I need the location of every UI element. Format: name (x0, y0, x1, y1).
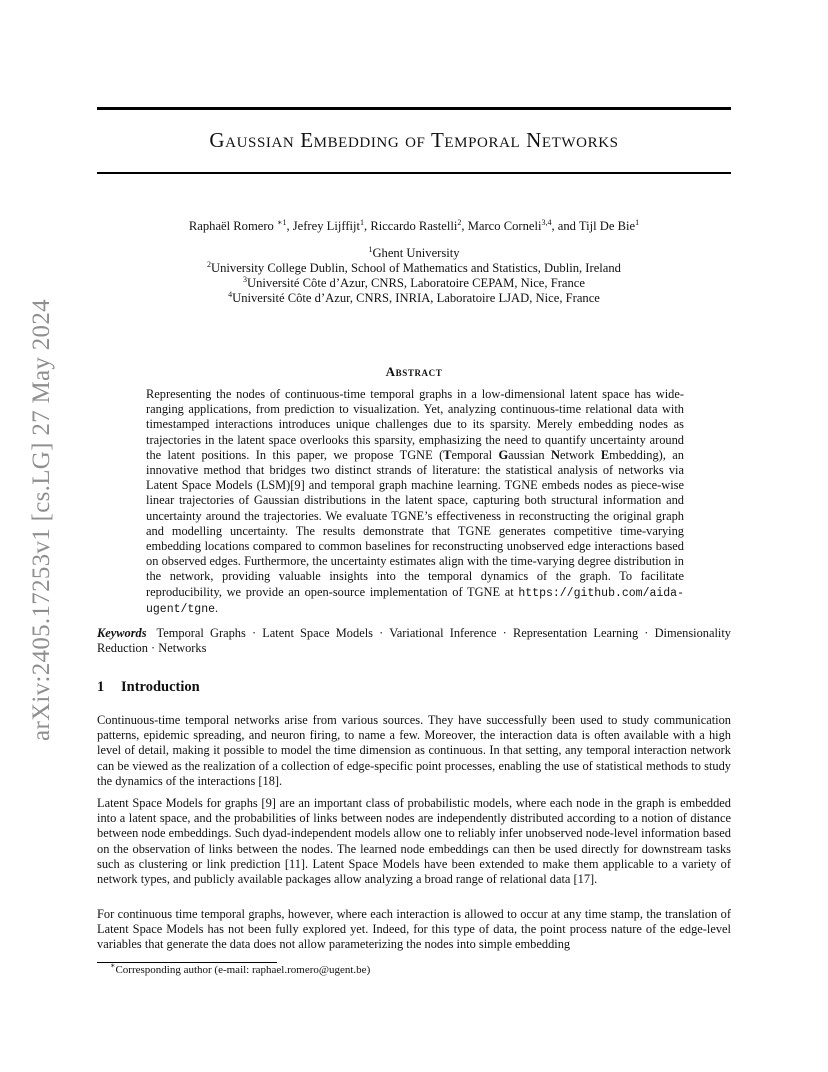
body-paragraph: Continuous-time temporal networks arise from various sources. They have successfully been used to study communication patterns, epidemic spreading, and neuron firing, to name a few. Moreover, the interaction data is often available with a high level of detail, making it possible to model the time dimension as continuous. In that setting, any temporal interaction network can be viewed as the realization of a collection of edge-specific point processes, enabling the use of statistical methods to study the dynamics of the interactions [18]. (97, 713, 731, 788)
acronym-letter: E (600, 447, 610, 462)
affiliation-text: University College Dublin, School of Mathematics and Statistics, Dublin, Ireland (211, 261, 621, 275)
section-heading (97, 679, 200, 696)
acronym-rest: emporal (451, 447, 499, 462)
affiliation-mark: 2 (207, 260, 212, 269)
author-list: Raphaël Romero $^{∗1}$, Jefrey Lijffijt$^1$, Riccardo Rastelli$^2$, Marco Corneli$^{3,4}$, and Tijl De Bie$^1$ (188, 218, 640, 233)
title-top-rule (97, 107, 731, 110)
author-affiliation-mark: 3,4 (541, 218, 552, 227)
section-title: Introduction (121, 679, 200, 695)
author-name: Tijl De Bie (578, 219, 636, 233)
author-affiliation-mark: 2 (457, 218, 462, 227)
affiliation-line (97, 246, 731, 261)
section-number: 1 (97, 679, 105, 695)
footnote (110, 961, 371, 976)
author-name: Raphaël Romero (188, 219, 274, 233)
abstract-heading-text: Abstract (385, 364, 443, 379)
acronym-rest: aussian (508, 447, 552, 462)
footnote-rule (97, 962, 277, 963)
acronym-letter: T (443, 447, 452, 462)
keywords-text: Temporal Graphs · Latent Space Models · Variational Inference · Representation Learning · Dimensionality Reduction · Networks (97, 626, 731, 655)
affiliation-mark: 4 (228, 290, 233, 299)
affiliation-mark: 3 (243, 275, 248, 284)
affiliation-list (97, 246, 731, 306)
abstract-text: . (215, 600, 219, 615)
paper-title-text: Gaussian Embedding of Temporal Networks (209, 128, 619, 152)
acronym-rest: etwork (560, 447, 601, 462)
acronym-letter: G (498, 447, 509, 462)
affiliation-line (97, 261, 731, 276)
footnote-text: Corresponding author (e-mail: raphael.romero@ugent.be) (115, 964, 371, 976)
author-affiliation-mark: ∗1 (277, 218, 287, 227)
acronym-rest: mbedding (609, 447, 659, 462)
keywords-label: Keywords (97, 626, 147, 640)
paper-title (97, 128, 731, 153)
keywords-block (97, 626, 731, 656)
arxiv-identifier-stamp (22, 280, 62, 760)
affiliation-text: Université Côte d’Azur, CNRS, INRIA, Laboratoire LJAD, Nice, France (232, 291, 600, 305)
body-paragraph: Latent Space Models for graphs [9] are an important class of probabilistic models, where each node in the graph is embedded into a latent space, and the probabilities of links between nodes are independently distributed according to a notion of distance between node embeddings. Such dyad-independent models allow one to reliably infer unobserved node-level information based on the observation of links between the nodes. The learned node embeddings can then be used directly for downstream tasks such as clustering or link prediction [11]. Latent Space Models have been extended to make them applicable to a variety of network types, and publicly available packages allow analyzing a broad range of relational data [17]. (97, 796, 731, 887)
acronym-letter: N (551, 447, 560, 462)
affiliation-line (97, 276, 731, 291)
abstract-text: Representing the nodes of continuous-time temporal graphs in a low-dimensional latent space has wide-ranging applications, from prediction to visualization. Yet, analyzing continuous-time relational data with timestamped interactions introduces unique challenges due to its sparsity. Merely embedding nodes as trajectories in the latent space overlooks this sparsity, emphasizing the need to quantify uncertainty around the latent positions. In this paper, we propose TGNE ( (146, 387, 684, 462)
author-name: Jefrey Lijffijt (292, 219, 361, 233)
affiliation-mark: 1 (368, 245, 373, 254)
arxiv-identifier-text: arXiv:2405.17253v1 [cs.LG] 27 May 2024 (28, 299, 55, 741)
body-paragraph: For continuous time temporal graphs, however, where each interaction is allowed to occur at any time stamp, the translation of Latent Space Models has not been fully explored yet. Indeed, for this type of data, the point process nature of the edge-level variables that generate the data does not allow parameterizing the nodes into simple embedding (97, 907, 731, 952)
author-affiliation-mark: 1 (635, 218, 640, 227)
abstract-heading (97, 364, 731, 380)
affiliation-text: Ghent University (372, 246, 460, 260)
affiliation-text: Université Côte d’Azur, CNRS, Laboratoire CEPAM, Nice, France (247, 276, 585, 290)
abstract-body (146, 387, 684, 617)
code-repository-link[interactable]: https://github.com/aida-ugent/tgne (146, 586, 684, 616)
author-affiliation-mark: 1 (360, 218, 365, 227)
title-bottom-rule (97, 172, 731, 174)
author-name: Marco Corneli (467, 219, 542, 233)
footnote-mark: ∗ (110, 961, 116, 970)
abstract-text: ), an innovative method that bridges two distinct strands of literature: the statistical analysis of networks via Latent Space Models (LSM)[9] and temporal graph machine learning. TGNE embeds nodes as piece-wise linear trajectories of Gaussian distributions in the latent space, capturing both structural information and uncertainty around the trajectories. We evaluate TGNE’s effectiveness in reconstructing the original graph and modelling uncertainty. The results demonstrate that TGNE generates competitive time-varying embedding locations compared to common baselines for reconstructing unobserved edge interactions based on observed edges. Furthermore, the uncertainty estimates align with the time-varying degree distribution in the network, providing valuable insights into the temporal dynamics of the graph. To facilitate reproducibility, we provide an open-source implementation of TGNE at (146, 447, 684, 599)
affiliation-line (97, 291, 731, 306)
author-name: Riccardo Rastelli (370, 219, 458, 233)
